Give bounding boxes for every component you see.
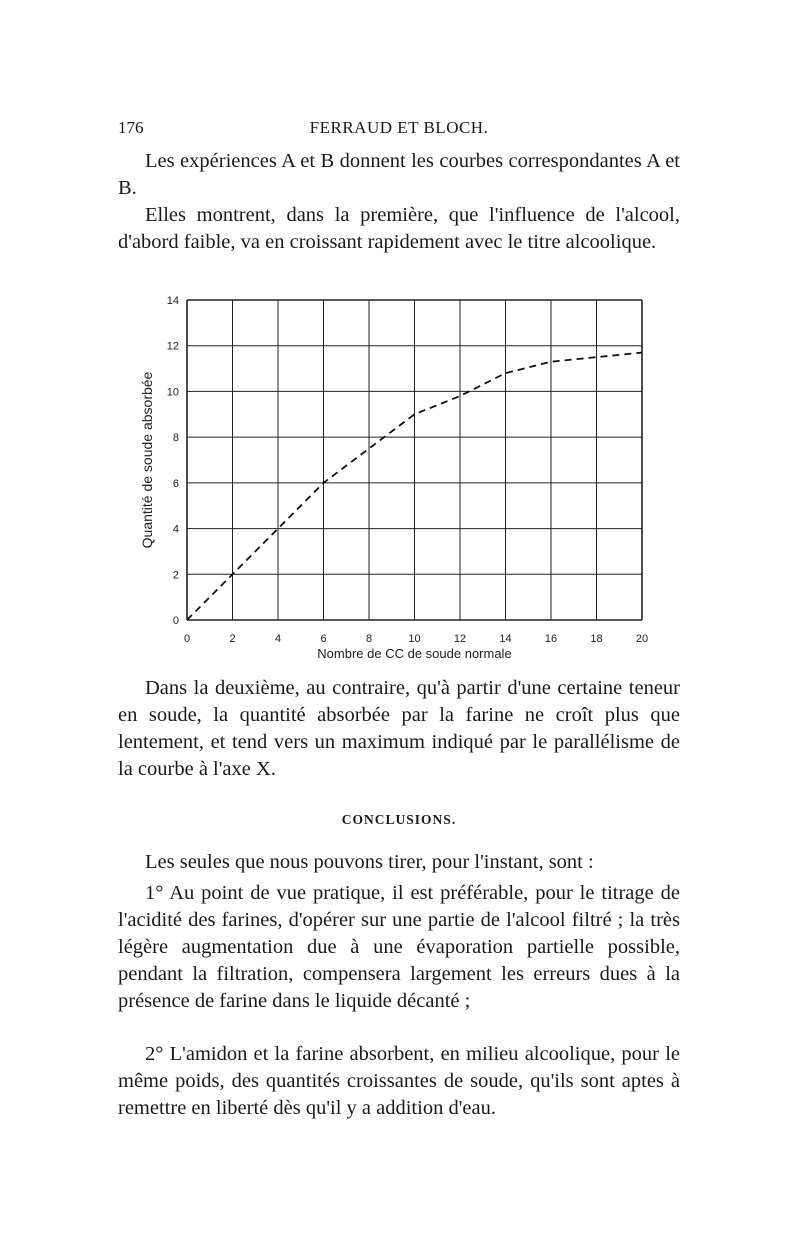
x-tick-label: 10 [408, 633, 421, 645]
y-tick-label: 4 [172, 523, 179, 536]
page-number: 176 [118, 118, 144, 137]
conclusions-heading: CONCLUSIONS. [341, 812, 457, 827]
paragraph-3: Dans la deuxième, au contraire, qu'à partir d'une certaine teneur en soude, la quantité absorbée par la farine ne croît plus que lentement, et tend vers un maximum indiqué par le parallélisme de la courbe à l'axe X. [118, 677, 680, 780]
x-tick-label: 6 [320, 633, 327, 645]
running-title: FERRAUD ET BLOCH. [309, 118, 489, 137]
x-tick-label: 18 [590, 633, 603, 645]
y-axis-label: Quantité de soude absorbée [139, 371, 155, 549]
y-tick-labels [167, 295, 179, 627]
x-tick-label: 0 [183, 633, 191, 645]
x-tick-label: 16 [544, 633, 558, 645]
y-tick-label: 14 [166, 295, 179, 307]
y-tick-label: 10 [166, 386, 179, 399]
x-tick-label: 20 [635, 633, 649, 645]
paragraph-2: Elles montrent, dans la première, que l'influence de l'alcool, d'abord faible, va en croissant rapidement avec le titre alcoolique. [118, 204, 680, 253]
line-chart [130, 288, 670, 663]
x-tick-label: 14 [499, 633, 512, 645]
x-tick-label: 2 [229, 633, 236, 645]
x-axis-label: Nombre de CC de soude normale [317, 646, 512, 661]
paragraph-5: 1° Au point de vue pratique, il est préférable, pour le titrage de l'acidité des farines, d'opérer sur une partie de l'alcool filtré ; la très légère augmentation due à une évaporation partielle possible, pendant la filtration, compensera largement les erreurs dues à la présence de farine dans le liquide décanté ; [118, 882, 680, 1012]
page-header [118, 112, 680, 142]
x-tick-label: 4 [274, 633, 282, 645]
paragraph-6: 2° L'amidon et la farine absorbent, en milieu alcoolique, pour le même poids, des quantités croissantes de soude, qu'ils sont aptes à remettre en liberté dès qu'il y a addition d'eau. [118, 1043, 680, 1119]
x-tick-labels [184, 633, 648, 645]
y-tick-label: 2 [172, 569, 179, 582]
y-tick-label: 6 [172, 477, 179, 490]
y-tick-label: 8 [172, 432, 179, 445]
y-tick-label: 12 [166, 340, 179, 353]
y-tick-label: 0 [172, 615, 179, 627]
paragraph-1: Les expériences A et B donnent les courbes correspondantes A et B. [118, 150, 680, 199]
paragraph-4: Les seules que nous pouvons tirer, pour l'instant, sont : [145, 851, 594, 873]
chart-grid [187, 300, 642, 620]
x-tick-label: 12 [453, 633, 467, 645]
x-tick-label: 8 [365, 633, 373, 645]
